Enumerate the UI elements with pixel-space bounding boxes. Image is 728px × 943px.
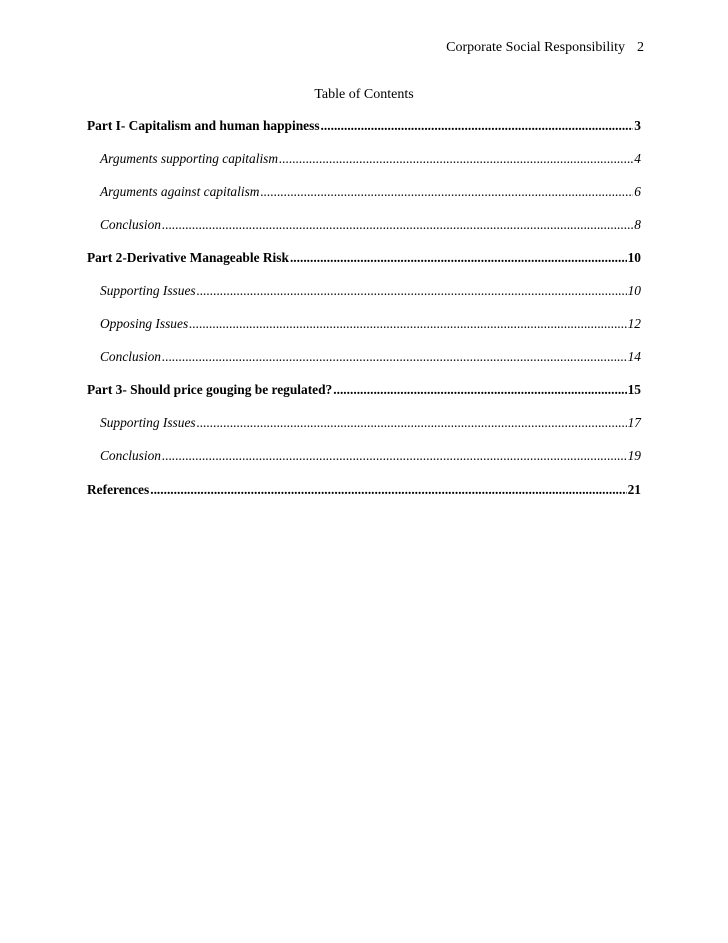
dot-leader [279, 150, 633, 168]
toc-entry-page: 15 [627, 382, 641, 397]
dot-leader [150, 481, 626, 499]
dot-leader [189, 315, 626, 333]
toc-entry-page: 4 [634, 151, 641, 166]
toc-entry-page: 12 [627, 316, 641, 331]
toc-entry-page: 10 [627, 283, 641, 298]
toc-entry-label: Part I- Capitalism and human happiness [87, 118, 320, 133]
toc-entry-page: 8 [634, 217, 641, 232]
toc-entry-label: References [87, 482, 150, 497]
toc-entry-label: Conclusion [100, 448, 162, 463]
toc-entry-page: 21 [627, 482, 641, 497]
toc-title: Table of Contents [314, 87, 414, 102]
toc-entry-supporting-issues-part-3[interactable] [100, 414, 641, 432]
running-header [446, 40, 644, 56]
toc-entry-conclusion-part-2[interactable] [100, 348, 641, 366]
toc-entry-label: Supporting Issues [100, 283, 196, 298]
toc-entry-label: Part 3- Should price gouging be regulated? [87, 382, 333, 397]
dot-leader [260, 183, 633, 201]
toc-entry-page: 19 [627, 448, 641, 463]
toc-entry-part-3[interactable] [87, 381, 641, 399]
toc-entry-part-1[interactable] [87, 117, 641, 135]
toc-entry-label: Conclusion [100, 217, 162, 232]
toc-entry-conclusion-part-1[interactable] [100, 216, 641, 234]
dot-leader [321, 117, 634, 135]
toc-entry-label: Opposing Issues [100, 316, 189, 331]
dot-leader [162, 348, 627, 366]
dot-leader [162, 447, 627, 465]
dot-leader [162, 216, 633, 234]
toc-entry-conclusion-part-3[interactable] [100, 447, 641, 465]
toc-entry-page: 6 [634, 184, 641, 199]
page-number: 2 [637, 40, 644, 55]
toc-entry-part-2[interactable] [87, 249, 641, 267]
dot-leader [290, 249, 627, 267]
dot-leader [197, 414, 627, 432]
toc-entry-arguments-supporting-capitalism[interactable] [100, 150, 641, 168]
toc-entry-opposing-issues[interactable] [100, 315, 641, 333]
toc-entry-label: Supporting Issues [100, 415, 196, 430]
toc-entry-page: 10 [627, 250, 641, 265]
toc-entry-label: Arguments against capitalism [100, 184, 260, 199]
toc-entry-label: Conclusion [100, 349, 162, 364]
dot-leader [333, 381, 626, 399]
toc-entry-page: 17 [627, 415, 641, 430]
toc-entry-label: Arguments supporting capitalism [100, 151, 279, 166]
dot-leader [197, 282, 627, 300]
toc-entry-page: 14 [627, 349, 641, 364]
toc-entry-page: 3 [634, 118, 641, 133]
toc-entry-references[interactable] [87, 481, 641, 499]
toc-entry-supporting-issues-part-2[interactable] [100, 282, 641, 300]
running-title: Corporate Social Responsibility [446, 40, 625, 55]
toc-entry-label: Part 2-Derivative Manageable Risk [87, 250, 289, 265]
toc-entry-arguments-against-capitalism[interactable] [100, 183, 641, 201]
